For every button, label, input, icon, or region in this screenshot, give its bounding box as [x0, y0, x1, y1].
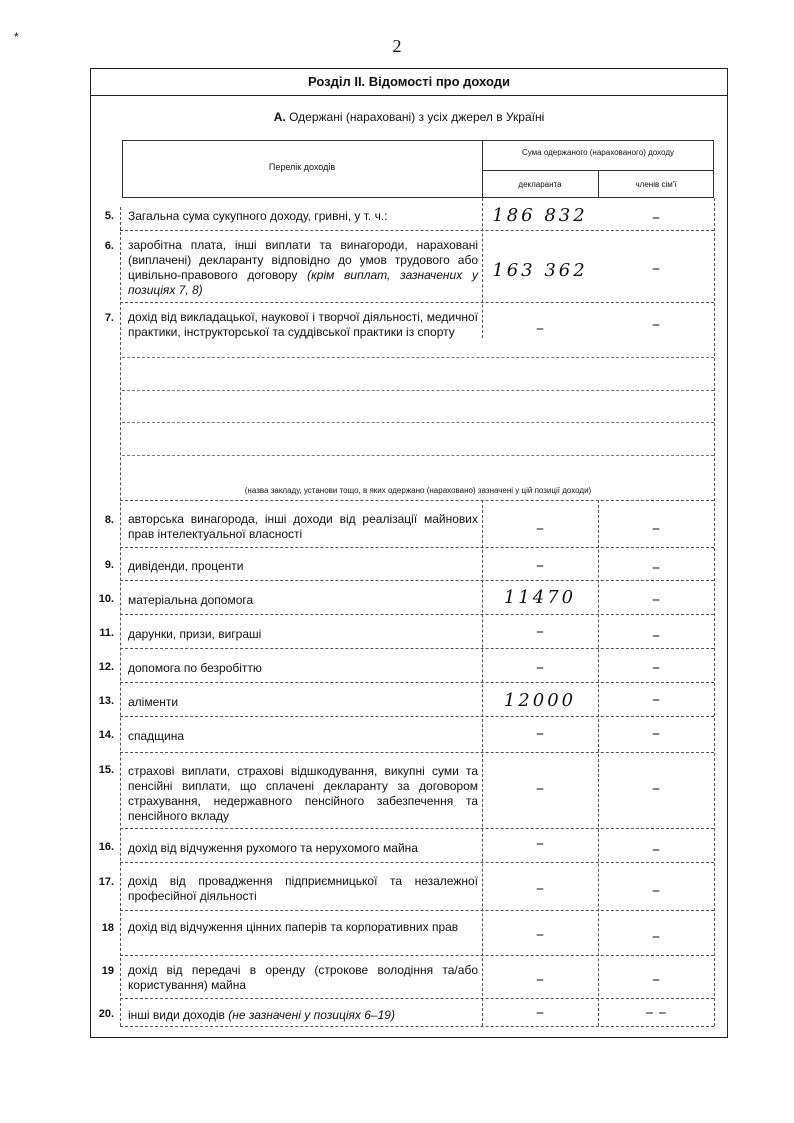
row-number: 11. — [99, 627, 114, 639]
row-label: дарунки, призи, виграші — [128, 627, 262, 641]
blank-line — [122, 390, 714, 391]
row-divider — [120, 998, 714, 999]
row-label: спадщина — [128, 729, 185, 743]
family-value: – — [652, 926, 660, 945]
row-label: дохід від передачі в оренду (строкове володіння та/або користування) майна — [128, 963, 478, 992]
row-number: 10. — [98, 593, 114, 605]
declarant-value: – — [536, 778, 544, 797]
row-label: дохід від відчуження рухомого та нерухомого майна — [128, 841, 418, 855]
row-divider — [120, 547, 714, 548]
row-label: допомога по безробіттю — [128, 661, 262, 675]
family-value: – — [652, 258, 660, 277]
column-guide — [714, 198, 715, 1026]
column-guide — [120, 207, 121, 1026]
row-label: страхові виплати, страхові відшкодування, викупні суми та пенсійні виплати, що сплачені декларанту за договором страхування, недержавного пенсійного забезпечення та пенсійного вкладу — [128, 764, 478, 823]
family-value: – — [652, 723, 660, 742]
family-value: – — [652, 657, 660, 676]
column-guide — [482, 198, 483, 338]
family-value: – — [652, 969, 660, 988]
declarant-value: – — [536, 657, 544, 676]
declarant-value: – — [536, 924, 544, 943]
row-label: дохід від викладацької, наукової і творчої діяльності, медичної практики, інструкторської та суддівської практики із спорту — [128, 310, 478, 339]
row-divider — [120, 648, 714, 649]
row-label: матеріальна допомога — [128, 593, 254, 607]
row-divider — [120, 862, 714, 863]
header-name-column: Перелік доходів — [268, 162, 336, 172]
declarant-value: – — [536, 878, 544, 897]
row-number: 15. — [98, 764, 114, 776]
row-label: Загальна сума сукупного доходу, гривні, у т. ч.: — [128, 209, 388, 223]
row-divider — [120, 716, 714, 717]
row-divider — [120, 580, 714, 581]
blank-line — [122, 455, 714, 456]
row-divider — [120, 682, 714, 683]
declarant-value: – — [536, 969, 544, 988]
family-value: – — [652, 839, 660, 858]
family-value: – — [652, 880, 660, 899]
column-guide — [598, 500, 599, 1026]
family-value: – — [652, 589, 660, 608]
declarant-value: – — [536, 518, 544, 537]
row-label: аліменти — [128, 695, 179, 709]
row-divider — [120, 910, 714, 911]
header-sum-column: Сума одержаного (нарахованого) доходу — [521, 148, 674, 157]
row-divider — [120, 302, 714, 303]
row-label: дохід від провадження підприємницької та незалежної професійної діяльності — [128, 874, 478, 903]
row-number: 13. — [98, 695, 114, 707]
subsection-heading — [90, 110, 728, 124]
row-number: 14. — [98, 729, 114, 741]
row-number: 19 — [101, 965, 114, 977]
family-value: – — [652, 314, 660, 333]
row-number: 18 — [101, 922, 114, 934]
declarant-value: – — [536, 555, 544, 574]
row-number: 5. — [104, 210, 114, 222]
blank-line — [122, 357, 714, 358]
family-value: – – — [645, 1002, 667, 1021]
row-label: авторська винагорода, інші доходи від реалізації майнових прав інтелектуальної власності — [128, 512, 478, 541]
family-value: – — [652, 518, 660, 537]
row-number: 9. — [104, 559, 114, 571]
row-divider — [120, 500, 714, 501]
row-divider — [120, 955, 714, 956]
row-number: 17. — [98, 876, 114, 888]
row-label: дивіденди, проценти — [128, 559, 244, 573]
row-label-text: інші види доходів — [128, 1008, 225, 1022]
row-label-text: заробітна плата, інші виплати та винагороди, нараховані (виплачені) декларанту відповідно до умов трудового або цивільно-правового договору — [128, 238, 478, 282]
row-label — [128, 1008, 478, 1023]
row-number: 16. — [98, 841, 114, 853]
declarant-value: 186 832 — [492, 205, 588, 226]
declarant-value: – — [536, 621, 544, 640]
family-value: – — [652, 689, 660, 708]
declarant-value: – — [536, 318, 544, 337]
family-value: – — [652, 207, 660, 226]
row-divider — [120, 752, 714, 753]
header-family-column: членів сім'ї — [635, 180, 677, 189]
blank-line — [122, 422, 714, 423]
row-label — [128, 238, 478, 298]
family-value: – — [652, 778, 660, 797]
declarant-value: 11470 — [503, 587, 577, 608]
row-number: 20. — [98, 1008, 114, 1020]
column-guide — [482, 500, 483, 1026]
institution-caption: (назва закладу, установи тощо, в яких одержано (нараховано) зазначені у цій позиції доходи) — [244, 486, 592, 495]
section-title: Розділ II. Відомості про доходи — [90, 68, 728, 96]
row-divider — [120, 230, 714, 231]
row-divider — [120, 1026, 714, 1027]
subsection-letter: А. — [273, 110, 286, 124]
declarant-value: – — [536, 723, 544, 742]
declarant-value: 163 362 — [492, 260, 588, 281]
family-value: – — [652, 625, 660, 644]
declarant-value: – — [536, 833, 544, 852]
declarant-value: 12000 — [503, 690, 577, 711]
header-declarant-column: декларанта — [518, 180, 562, 189]
row-label: дохід від відчуження цінних паперів та корпоративних прав — [128, 920, 459, 934]
row-number: 7. — [104, 312, 114, 324]
row-number: 6. — [104, 240, 114, 252]
subsection-title: Одержані (нараховані) з усіх джерел в Україні — [289, 110, 545, 124]
row-divider — [120, 828, 714, 829]
row-divider — [120, 614, 714, 615]
row-number: 12. — [98, 661, 114, 673]
page-number: 2 — [392, 36, 402, 56]
row-number: 8. — [104, 514, 114, 526]
row-label-note: (крім виплат, зазначених у позиціях 7, 8) — [128, 268, 478, 297]
row-label-note: (не зазначені у позиціях 6–19) — [228, 1008, 395, 1022]
declarant-value: – — [536, 1002, 544, 1021]
stray-mark: * — [14, 30, 19, 44]
family-value: – — [652, 557, 660, 576]
